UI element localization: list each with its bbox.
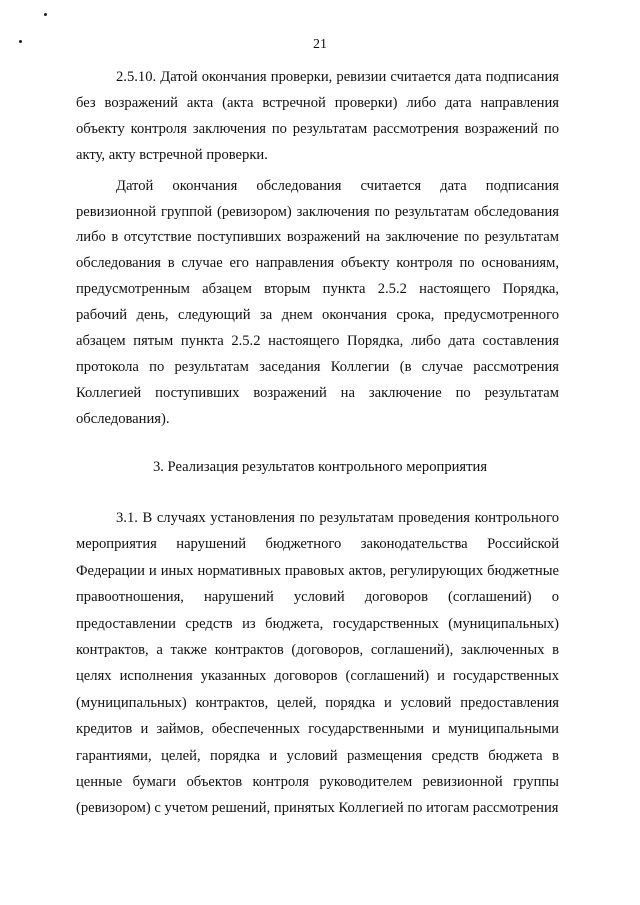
text-block-section-3 — [76, 505, 559, 822]
text-block-end-of-audit — [76, 65, 559, 433]
paragraph-survey-end-date: Датой окончания обследования считается дата подписания ревизионной группой (ревизором) заключения по результатам обследования либо в отсутствие поступивших возражений на заключение по результатам обследования в случае его направления объекту контроля по основаниям, предусмотренным абзацем вторым пункта 2.5.2 настоящего Порядка, рабочий день, следующий за днем окончания срока, предусмотренного абзацем пятым пункта 2.5.2 настоящего Порядка, либо дата составления протокола по результатам заседания Коллегии (в случае рассмотрения Коллегией поступивших возражений на заключение по результатам обследования). — [76, 177, 559, 427]
page-number: 21 — [313, 37, 327, 52]
section-heading: 3. Реализация результатов контрольного мероприятия — [152, 459, 488, 475]
paragraph-2-5-10: 2.5.10. Датой окончания проверки, ревизии считается дата подписания без возражений акта (акта встречной проверки) либо дата направления объекту контроля заключения по результатам рассмотрения возражений по акту, акту встречной проверки. — [76, 69, 559, 163]
paragraph-3-1: 3.1. В случаях установления по результатам проведения контрольного мероприятия нарушений бюджетного законодательства Российской Федерации и иных нормативных правовых актов, регулирующих бюджетные правоотношения, нарушений условий договоров (соглашений) о предоставлении средств из бюджета, государственных (муниципальных) контрактов, а также контрактов (договоров, соглашений), заключенных в целях исполнения указанных договоров (соглашений) и государственных (муниципальных) контрактов, целей, порядка и условий предоставления кредитов и займов, обеспеченных государственными и муниципальными гарантиями, целей, порядка и условий размещения средств бюджета в ценные бумаги объектов контроля руководителем ревизионной группы (ревизором) с учетом решений, принятых Коллегией по итогам рассмотрения — [76, 510, 559, 817]
scan-speck — [44, 13, 47, 16]
